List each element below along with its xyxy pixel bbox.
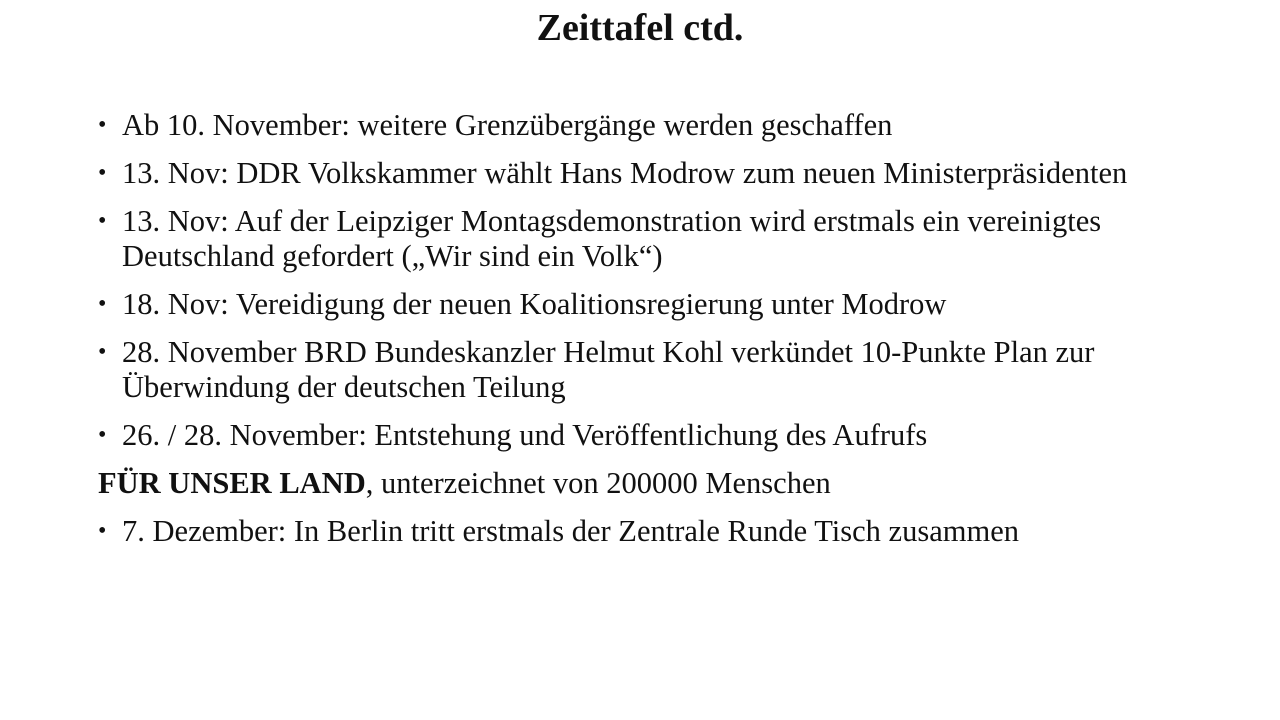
list-item-text: 26. / 28. November: Entstehung und Veröffentlichung des Aufrufs	[122, 418, 928, 452]
bullet-icon: •	[98, 208, 107, 234]
list-item	[98, 335, 1208, 405]
list-item	[98, 108, 1208, 143]
list-item-text: 7. Dezember: In Berlin tritt erstmals der Zentrale Runde Tisch zusammen	[122, 514, 1019, 548]
list-item	[98, 287, 1208, 322]
bullet-icon: •	[98, 518, 107, 544]
list-item-text: 28. November BRD Bundeskanzler Helmut Kohl verkündet 10-Punkte Plan zur Überwindung der deutschen Teilung	[122, 335, 1095, 404]
slide-body	[98, 108, 1208, 562]
list-item	[98, 418, 1208, 453]
list-item-text: 13. Nov: Auf der Leipziger Montagsdemonstration wird erstmals ein vereinigtes Deutschland gefordert („Wir sind ein Volk“)	[122, 204, 1102, 273]
list-item	[98, 204, 1208, 274]
bullet-icon: •	[98, 112, 107, 138]
list-item-text: 13. Nov: DDR Volkskammer wählt Hans Modrow zum neuen Ministerpräsidenten	[122, 156, 1128, 190]
list-item-text: Ab 10. November: weitere Grenzübergänge werden geschaffen	[122, 108, 893, 142]
bullet-icon: •	[98, 422, 107, 448]
continuation-line	[98, 466, 1208, 501]
bullet-icon: •	[98, 339, 107, 365]
bullet-icon: •	[98, 160, 107, 186]
bullet-icon: •	[98, 291, 107, 317]
list-item	[98, 514, 1208, 549]
continuation-text: , unterzeichnet von 200000 Menschen	[365, 466, 831, 500]
appeal-name: FÜR UNSER LAND	[98, 466, 366, 500]
slide-title: Zeittafel ctd.	[536, 7, 744, 49]
list-item-text: 18. Nov: Vereidigung der neuen Koalitionsregierung unter Modrow	[122, 287, 947, 321]
list-item	[98, 156, 1208, 191]
